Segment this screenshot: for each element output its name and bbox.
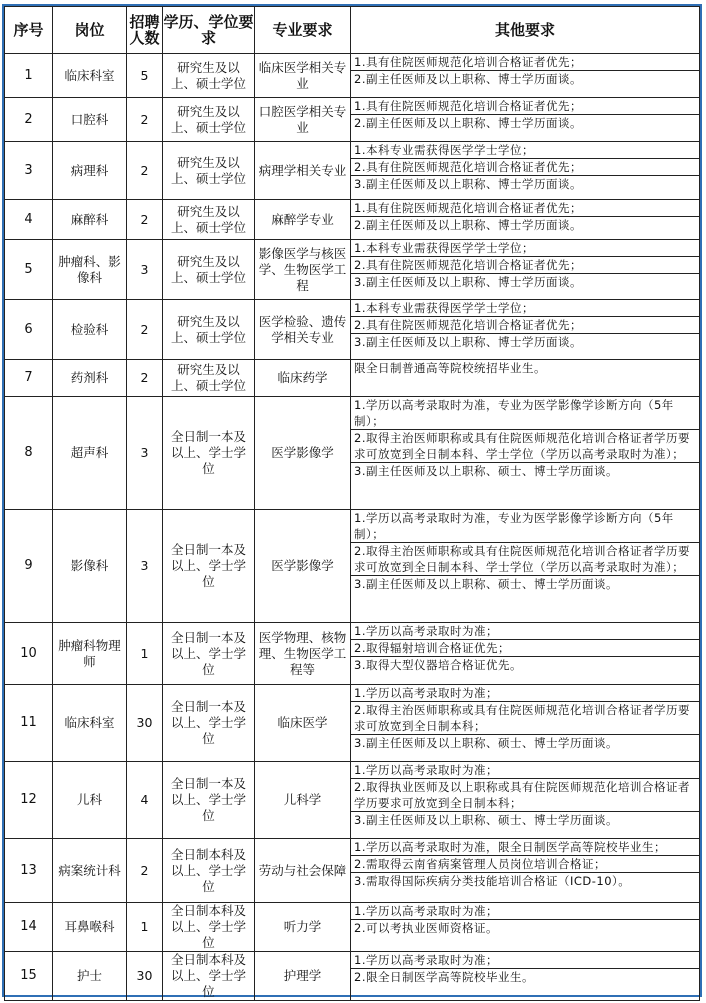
requirement-line: 3.副主任医师及以上职称、博士学历面谈。 xyxy=(354,335,582,349)
major-cell: 儿科学 xyxy=(255,762,351,839)
table-row xyxy=(5,397,700,510)
position-cell: 肿瘤科物理师 xyxy=(53,623,127,685)
requirements-cell xyxy=(351,623,700,685)
requirement-line: 1.本科专业需获得医学学士学位； xyxy=(351,240,699,257)
table-body xyxy=(5,54,700,1001)
position-cell: 儿科 xyxy=(53,762,127,839)
requirement-line: 2.可以考执业医师资格证。 xyxy=(354,921,498,935)
requirement-line: 2.副主任医师及以上职称、博士学历面谈。 xyxy=(354,116,582,130)
recruitment-table-frame xyxy=(2,4,702,997)
requirements-cell xyxy=(351,510,700,623)
major-cell: 医学物理、核物理、生物医学工程等 xyxy=(255,623,351,685)
hire-count-cell: 5 xyxy=(127,54,163,98)
position-cell: 口腔科 xyxy=(53,98,127,142)
requirements-cell xyxy=(351,54,700,98)
row-number: 4 xyxy=(5,200,53,240)
hire-count-cell: 3 xyxy=(127,240,163,300)
major-cell: 病理学相关专业 xyxy=(255,142,351,200)
row-number: 2 xyxy=(5,98,53,142)
requirement-line: 2.取得执业医师及以上职称或具有住院医师规范化培训合格证者学历要求可放宽到全日制本科； xyxy=(351,779,699,812)
requirements-cell xyxy=(351,98,700,142)
position-cell: 耳鼻喉科 xyxy=(53,903,127,952)
table-row xyxy=(5,839,700,903)
requirement-line: 3.副主任医师及以上职称、博士学历面谈。 xyxy=(354,177,582,191)
requirement-line: 1.学历以高考录取时为准； xyxy=(351,903,699,920)
education-cell: 研究生及以上、硕士学位 xyxy=(163,142,255,200)
requirement-line: 2.取得辐射培训合格证优先； xyxy=(351,640,699,657)
recruitment-table xyxy=(4,6,700,1001)
major-cell: 劳动与社会保障 xyxy=(255,839,351,903)
position-cell: 临床科室 xyxy=(53,685,127,762)
major-cell: 护理学 xyxy=(255,952,351,1001)
table-row xyxy=(5,360,700,397)
requirement-line: 2.具有住院医师规范化培训合格证者优先； xyxy=(351,159,699,176)
education-cell: 研究生及以上、硕士学位 xyxy=(163,360,255,397)
requirements-cell xyxy=(351,360,700,397)
requirement-line: 1.学历以高考录取时为准； xyxy=(351,685,699,702)
requirements-cell xyxy=(351,839,700,903)
position-cell: 超声科 xyxy=(53,397,127,510)
table-row xyxy=(5,952,700,1001)
row-number: 12 xyxy=(5,762,53,839)
requirement-line: 3.副主任医师及以上职称、硕士、博士学历面谈。 xyxy=(354,577,618,591)
education-cell: 全日制一本及以上、学士学位 xyxy=(163,510,255,623)
header-major: 专业要求 xyxy=(255,7,351,54)
requirement-line: 1.学历以高考录取时为准，专业为医学影像学诊断方向（5年制）； xyxy=(351,397,699,430)
position-cell: 检验科 xyxy=(53,300,127,360)
header-position: 岗位 xyxy=(53,7,127,54)
requirement-line: 2.具有住院医师规范化培训合格证者优先； xyxy=(351,257,699,274)
major-cell: 麻醉学专业 xyxy=(255,200,351,240)
requirement-line: 2.取得主治医师职称或具有住院医师规范化培训合格证者学历要求可放宽到全日制本科、学士学位（学历以高考录取时为准）； xyxy=(351,543,699,576)
header-count: 招聘人数 xyxy=(127,7,163,54)
row-number: 13 xyxy=(5,839,53,903)
hire-count-cell: 30 xyxy=(127,952,163,1001)
requirement-line: 1.本科专业需获得医学学士学位； xyxy=(351,300,699,317)
table-row xyxy=(5,762,700,839)
hire-count-cell: 3 xyxy=(127,397,163,510)
row-number: 9 xyxy=(5,510,53,623)
hire-count-cell: 30 xyxy=(127,685,163,762)
position-cell: 病理科 xyxy=(53,142,127,200)
education-cell: 全日制一本及以上、学士学位 xyxy=(163,623,255,685)
position-cell: 药剂科 xyxy=(53,360,127,397)
requirement-line: 1.具有住院医师规范化培训合格证者优先； xyxy=(351,200,699,217)
table-row xyxy=(5,510,700,623)
requirement-line: 3.副主任医师及以上职称、硕士、博士学历面谈。 xyxy=(354,736,618,750)
hire-count-cell: 2 xyxy=(127,142,163,200)
row-number: 1 xyxy=(5,54,53,98)
row-number: 14 xyxy=(5,903,53,952)
major-cell: 临床医学相关专业 xyxy=(255,54,351,98)
hire-count-cell: 2 xyxy=(127,839,163,903)
header-row xyxy=(5,7,700,54)
education-cell: 全日制一本及以上、学士学位 xyxy=(163,397,255,510)
hire-count-cell: 2 xyxy=(127,98,163,142)
requirement-line: 2.限全日制医学高等院校毕业生。 xyxy=(354,970,534,984)
requirement-line: 2.需取得云南省病案管理人员岗位培训合格证； xyxy=(351,856,699,873)
position-cell: 临床科室 xyxy=(53,54,127,98)
header-no: 序号 xyxy=(5,7,53,54)
requirement-line: 3.取得大型仪器培合格证优先。 xyxy=(354,658,522,672)
requirement-line: 1.学历以高考录取时为准，专业为医学影像学诊断方向（5年制）； xyxy=(351,510,699,543)
table-row xyxy=(5,142,700,200)
major-cell: 医学影像学 xyxy=(255,510,351,623)
table-row xyxy=(5,623,700,685)
table-row xyxy=(5,98,700,142)
major-cell: 医学检验、遗传学相关专业 xyxy=(255,300,351,360)
major-cell: 临床药学 xyxy=(255,360,351,397)
row-number: 5 xyxy=(5,240,53,300)
table-row xyxy=(5,240,700,300)
requirements-cell xyxy=(351,762,700,839)
requirement-line: 3.副主任医师及以上职称、硕士、博士学历面谈。 xyxy=(354,813,618,827)
header-education: 学历、学位要求 xyxy=(163,7,255,54)
position-cell: 影像科 xyxy=(53,510,127,623)
header-other: 其他要求 xyxy=(351,7,700,54)
requirements-cell xyxy=(351,240,700,300)
row-number: 15 xyxy=(5,952,53,1001)
requirements-cell xyxy=(351,903,700,952)
row-number: 6 xyxy=(5,300,53,360)
requirements-cell xyxy=(351,952,700,1001)
education-cell: 全日制本科及以上、学士学位 xyxy=(163,839,255,903)
requirements-cell xyxy=(351,300,700,360)
hire-count-cell: 4 xyxy=(127,762,163,839)
requirement-line: 3.副主任医师及以上职称、博士学历面谈。 xyxy=(354,275,582,289)
education-cell: 研究生及以上、硕士学位 xyxy=(163,240,255,300)
major-cell: 影像医学与核医学、生物医学工程 xyxy=(255,240,351,300)
hire-count-cell: 1 xyxy=(127,903,163,952)
requirement-line: 2.取得主治医师职称或具有住院医师规范化培训合格证者学历要求可放宽到全日制本科、学士学位（学历以高考录取时为准）； xyxy=(351,430,699,463)
requirement-line: 3.需取得国际疾病分类技能培训合格证（ICD-10）。 xyxy=(354,874,631,888)
requirement-line: 1.学历以高考录取时为准，限全日制医学高等院校毕业生； xyxy=(351,839,699,856)
requirement-line: 1.学历以高考录取时为准； xyxy=(351,952,699,969)
education-cell: 全日制本科及以上、学士学位 xyxy=(163,903,255,952)
education-cell: 全日制一本及以上、学士学位 xyxy=(163,685,255,762)
row-number: 8 xyxy=(5,397,53,510)
hire-count-cell: 3 xyxy=(127,510,163,623)
requirement-line: 3.副主任医师及以上职称、硕士、博士学历面谈。 xyxy=(354,464,618,478)
requirement-line: 2.具有住院医师规范化培训合格证者优先； xyxy=(351,317,699,334)
row-number: 3 xyxy=(5,142,53,200)
table-row xyxy=(5,685,700,762)
requirement-line: 1.本科专业需获得医学学士学位； xyxy=(351,142,699,159)
education-cell: 全日制本科及以上、学士学位 xyxy=(163,952,255,1001)
major-cell: 临床医学 xyxy=(255,685,351,762)
row-number: 10 xyxy=(5,623,53,685)
major-cell: 医学影像学 xyxy=(255,397,351,510)
hire-count-cell: 2 xyxy=(127,200,163,240)
row-number: 7 xyxy=(5,360,53,397)
requirement-line: 1.具有住院医师规范化培训合格证者优先； xyxy=(351,98,699,115)
requirement-line: 限全日制普通高等院校统招毕业生。 xyxy=(354,361,546,375)
major-cell: 口腔医学相关专业 xyxy=(255,98,351,142)
row-number: 11 xyxy=(5,685,53,762)
position-cell: 病案统计科 xyxy=(53,839,127,903)
table-row xyxy=(5,200,700,240)
requirements-cell xyxy=(351,685,700,762)
table-row xyxy=(5,54,700,98)
requirement-line: 2.副主任医师及以上职称、博士学历面谈。 xyxy=(354,218,582,232)
requirements-cell xyxy=(351,142,700,200)
education-cell: 研究生及以上、硕士学位 xyxy=(163,200,255,240)
position-cell: 护士 xyxy=(53,952,127,1001)
requirement-line: 2.取得主治医师职称或具有住院医师规范化培训合格证者学历要求可放宽到全日制本科； xyxy=(351,702,699,735)
education-cell: 研究生及以上、硕士学位 xyxy=(163,300,255,360)
position-cell: 肿瘤科、影像科 xyxy=(53,240,127,300)
requirement-line: 1.具有住院医师规范化培训合格证者优先； xyxy=(351,54,699,71)
requirements-cell xyxy=(351,397,700,510)
education-cell: 研究生及以上、硕士学位 xyxy=(163,98,255,142)
education-cell: 全日制一本及以上、学士学位 xyxy=(163,762,255,839)
hire-count-cell: 1 xyxy=(127,623,163,685)
major-cell: 听力学 xyxy=(255,903,351,952)
requirement-line: 2.副主任医师及以上职称、博士学历面谈。 xyxy=(354,72,582,86)
position-cell: 麻醉科 xyxy=(53,200,127,240)
requirement-line: 1.学历以高考录取时为准； xyxy=(351,762,699,779)
table-row xyxy=(5,903,700,952)
requirement-line: 1.学历以高考录取时为准； xyxy=(351,623,699,640)
hire-count-cell: 2 xyxy=(127,300,163,360)
table-row xyxy=(5,300,700,360)
requirements-cell xyxy=(351,200,700,240)
hire-count-cell: 2 xyxy=(127,360,163,397)
education-cell: 研究生及以上、硕士学位 xyxy=(163,54,255,98)
